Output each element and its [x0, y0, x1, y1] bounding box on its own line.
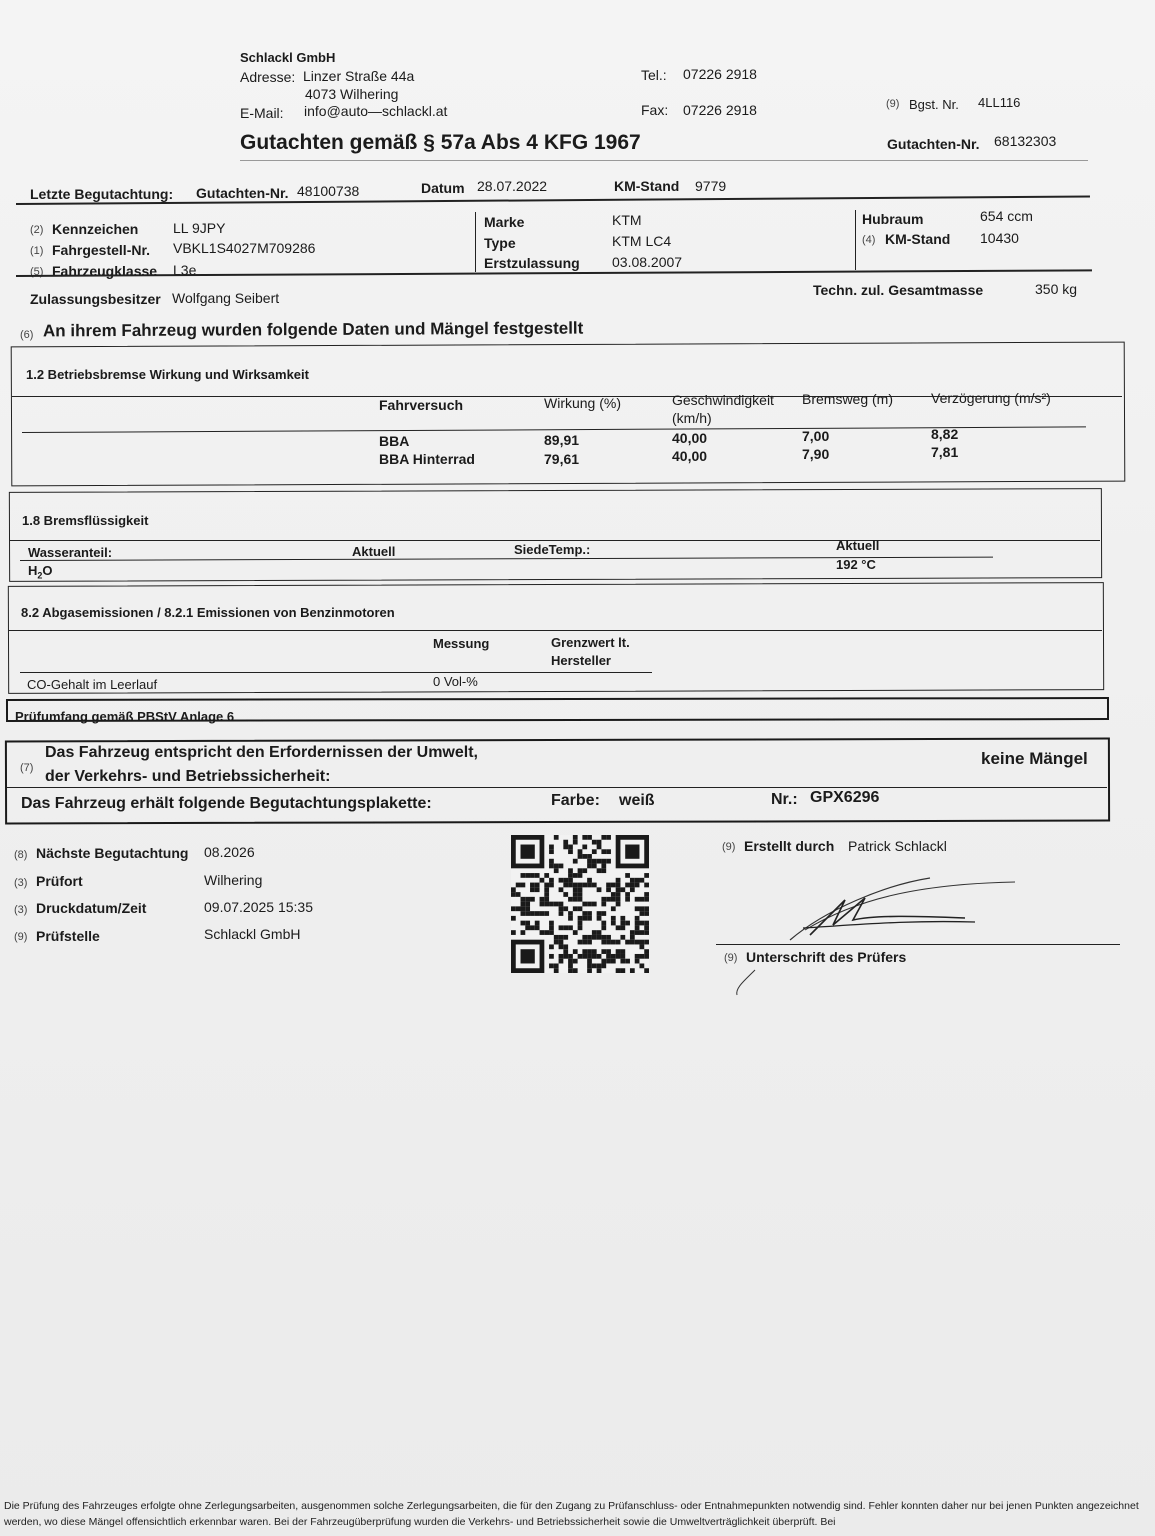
- plakette-nr-label: Nr.:: [771, 791, 798, 808]
- info-stelle-label: Prüfstelle: [36, 928, 100, 944]
- signer-num: (9): [722, 841, 736, 853]
- fahrgestell-num: (1): [30, 245, 44, 257]
- marke-value: KTM: [612, 212, 642, 228]
- signature-label: Unterschrift des Prüfers: [746, 949, 907, 965]
- farbe-label: Farbe:: [551, 792, 600, 809]
- messung-label: Messung: [433, 636, 490, 651]
- brake-row-bba-weg: 7,00: [802, 428, 830, 444]
- gesamtmasse-value: 350 kg: [1035, 281, 1078, 297]
- brake-row-bba-speed: 40,00: [672, 430, 708, 446]
- signature-line: [716, 944, 1120, 945]
- info-ort-value: Wilhering: [204, 872, 263, 888]
- brake-row-hinterrad-name: BBA Hinterrad: [379, 451, 475, 467]
- signer-label: Erstellt durch: [744, 838, 835, 854]
- footer-disclaimer: Die Prüfung des Fahrzeuges erfolgte ohne Zerlegungsarbeiten, ausgenommen solche Zerlegungsarbeiten, die für den Zugang zu Prüfanschluss- oder Entnahmepunkten notwendig sind. Fehler konnten daher nur bei jenen Punkten angezeichnet werden, wo diese Mängel offensichtlich erkennbar waren. Bei der Fahrzeugüberprüfung wurden die Verkehrs- und Betriebssicherheit sowie die Umweltverträglichkeit überprüft. Bei: [4, 1500, 1139, 1528]
- grenzwert-label-1: Grenzwert lt.: [551, 635, 630, 650]
- company-name: Schlackl GmbH: [240, 50, 336, 65]
- info-druck-num: (3): [14, 904, 28, 916]
- type-value: KTM LC4: [612, 233, 672, 249]
- bgst-label: Bgst. Nr.: [909, 97, 959, 112]
- info-next-num: (8): [14, 849, 28, 861]
- brake-row-bba-name: BBA: [379, 433, 410, 449]
- hubraum-value: 654 ccm: [980, 208, 1033, 224]
- siede-aktuell-label: Aktuell: [836, 538, 880, 553]
- last-inspection-km: 9779: [695, 178, 727, 194]
- fahrgestell-value: VBKL1S4027M709286: [173, 240, 316, 256]
- bgst-value: 4LL116: [978, 95, 1021, 110]
- findings-heading: An ihrem Fahrzeug wurden folgende Daten und Mängel festgestellt: [42, 318, 584, 341]
- brake-row-hinterrad-wirkung: 79,61: [544, 451, 580, 467]
- brake-col-speed-unit: (km/h): [672, 410, 712, 426]
- last-inspection-label: Letzte Begutachtung:: [30, 186, 174, 202]
- h2o-label: [28, 563, 53, 581]
- email-label: E-Mail:: [240, 105, 284, 121]
- hubraum-label: Hubraum: [862, 211, 924, 227]
- erstzulassung-label: Erstzulassung: [484, 255, 580, 271]
- scope-text: Prüfumfang gemäß PBStV Anlage 6: [15, 709, 235, 724]
- besitzer-value: Wolfgang Seibert: [172, 290, 280, 306]
- emission-heading-rule: [9, 630, 1102, 631]
- brake-row-hinterrad-speed: 40,00: [672, 448, 708, 464]
- fluid-heading-rule: [10, 540, 1100, 541]
- gutachten-nr-label: Gutachten-Nr.: [887, 136, 980, 152]
- findings-num: (6): [20, 329, 34, 341]
- kennzeichen-value: LL 9JPY: [173, 220, 226, 236]
- vehicle-divider-2: [855, 210, 856, 270]
- email-value: info@auto—schlackl.at: [304, 103, 448, 119]
- info-druck-value: 09.07.2025 15:35: [204, 899, 313, 915]
- kennzeichen-label: Kennzeichen: [52, 221, 139, 237]
- plakette-nr-value: GPX6296: [810, 789, 880, 806]
- grenzwert-label-2: Hersteller: [551, 653, 611, 668]
- info-next-label: Nächste Begutachtung: [36, 845, 189, 861]
- brake-row-bba-wirkung: 89,91: [544, 432, 580, 448]
- signature-icon: [715, 870, 1025, 1000]
- last-inspection-date-label: Datum: [421, 180, 465, 196]
- info-stelle-num: (9): [14, 931, 28, 943]
- co-label: CO-Gehalt im Leerlauf: [27, 677, 158, 692]
- h2o-o: O: [42, 563, 53, 578]
- marke-label: Marke: [484, 214, 525, 230]
- km-value: 10430: [980, 230, 1019, 246]
- brake-row-hinterrad-verz: 7,81: [931, 444, 959, 460]
- farbe-value: weiß: [619, 792, 655, 809]
- plakette-label: Das Fahrzeug erhält folgende Begutachtungsplakette:: [21, 795, 432, 812]
- info-ort-num: (3): [14, 877, 28, 889]
- address-street: Linzer Straße 44a: [303, 68, 415, 84]
- brake-col-wirkung: Wirkung (%): [544, 395, 622, 411]
- info-druck-label: Druckdatum/Zeit: [36, 900, 147, 916]
- brake-col-fahrversuch: Fahrversuch: [379, 397, 464, 413]
- erstzulassung-value: 03.08.2007: [612, 254, 683, 270]
- h2o-h: H: [28, 563, 38, 578]
- result-divider: [7, 787, 1107, 788]
- last-inspection-nr: 48100738: [297, 183, 360, 199]
- brake-col-speed: Geschwindigkeit: [672, 392, 774, 408]
- qr-code-icon: [511, 835, 649, 973]
- address-city: 4073 Wilhering: [305, 86, 399, 102]
- result-verdict: keine Mängel: [981, 749, 1088, 768]
- result-line-2: der Verkehrs- und Betriebssicherheit:: [45, 768, 331, 785]
- wasser-label: Wasseranteil:: [28, 545, 113, 560]
- fluid-heading: 1.8 Bremsflüssigkeit: [22, 513, 149, 528]
- gesamtmasse-label: Techn. zul. Gesamtmasse: [813, 282, 984, 298]
- klasse-value: L3e: [173, 262, 197, 278]
- signer-name: Patrick Schlackl: [848, 838, 947, 854]
- emission-heading: 8.2 Abgasemissionen / 8.2.1 Emissionen von Benzinmotoren: [21, 605, 395, 620]
- brake-col-verz: Verzögerung (m/s²): [931, 390, 1051, 406]
- fax-label: Fax:: [641, 102, 669, 118]
- h2o-sub: 2: [37, 570, 43, 581]
- klasse-num: (5): [30, 266, 44, 278]
- title-rule: [240, 160, 1088, 161]
- fax-value: 07226 2918: [683, 102, 757, 118]
- fluid-section: [9, 488, 1102, 582]
- last-inspection-nr-label: Gutachten-Nr.: [196, 185, 289, 201]
- vehicle-top-rule: [16, 196, 1090, 205]
- klasse-label: Fahrzeugklasse: [52, 263, 158, 279]
- result-line-1: Das Fahrzeug entspricht den Erfordernissen der Umwelt,: [45, 744, 478, 761]
- fahrgestell-label: Fahrgestell-Nr.: [52, 242, 151, 258]
- wasser-aktuell-label: Aktuell: [352, 544, 396, 559]
- result-num: (7): [20, 762, 34, 774]
- last-inspection-km-label: KM-Stand: [614, 178, 680, 194]
- info-ort-label: Prüfort: [36, 873, 83, 889]
- siede-temp-value: 192 °C: [836, 557, 876, 572]
- document-title: Gutachten gemäß § 57a Abs 4 KFG 1967: [240, 131, 641, 154]
- co-value: 0 Vol-%: [433, 674, 478, 689]
- tel-label: Tel.:: [641, 67, 667, 83]
- address-label: Adresse:: [240, 69, 296, 85]
- last-inspection-date: 28.07.2022: [477, 178, 548, 194]
- info-stelle-value: Schlackl GmbH: [204, 926, 301, 942]
- signature-num: (9): [724, 952, 738, 964]
- bgst-num: (9): [886, 98, 900, 110]
- siede-label: SiedeTemp.:: [514, 542, 591, 557]
- km-num: (4): [862, 234, 876, 246]
- brake-row-hinterrad-weg: 7,90: [802, 446, 830, 462]
- tel-value: 07226 2918: [683, 66, 757, 82]
- emission-row-rule: [20, 672, 652, 673]
- brake-col-weg: Bremsweg (m): [802, 391, 894, 407]
- vehicle-divider-1: [475, 212, 476, 272]
- besitzer-label: Zulassungsbesitzer: [30, 291, 161, 307]
- gutachten-nr-value: 68132303: [994, 133, 1057, 149]
- km-label: KM-Stand: [885, 231, 951, 247]
- type-label: Type: [484, 235, 516, 251]
- kennzeichen-num: (2): [30, 224, 44, 236]
- brake-row-bba-verz: 8,82: [931, 426, 959, 442]
- info-next-value: 08.2026: [204, 844, 255, 860]
- brake-heading: 1.2 Betriebsbremse Wirkung und Wirksamkeit: [26, 367, 309, 382]
